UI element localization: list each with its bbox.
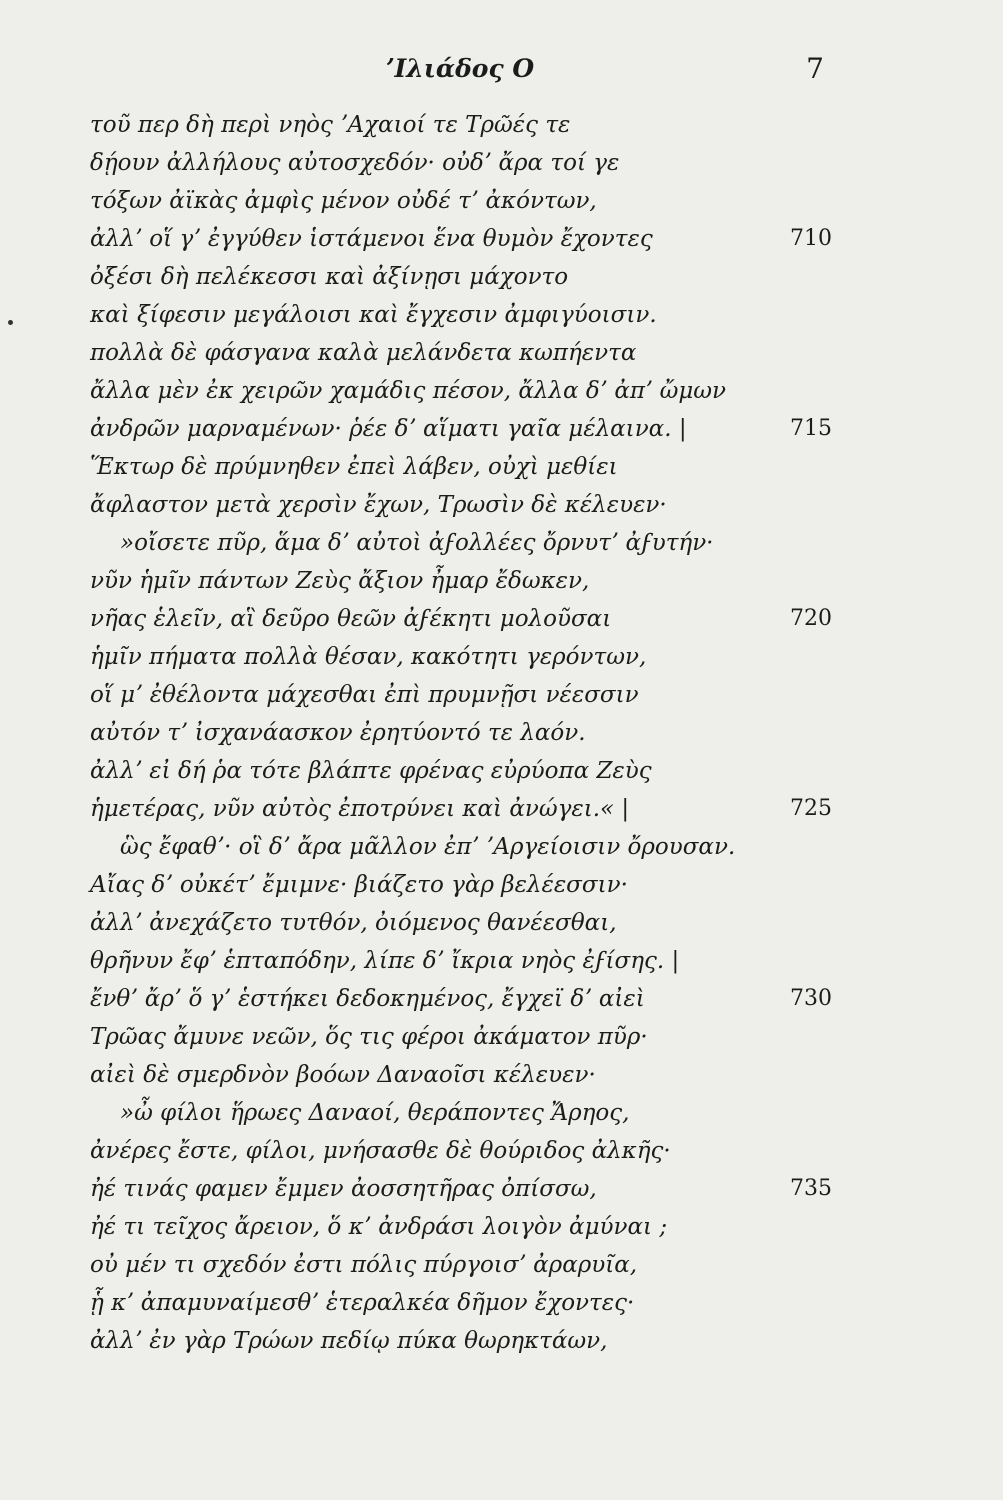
verse-line: Αἴας δʼ οὐκέτʼ ἔμιμνε· βιάζετο γὰρ βελέεσσιν· — [90, 872, 628, 898]
verse-line: ἠέ τι τεῖχος ἄρειον, ὅ κʼ ἀνδράσι λοιγὸν ἀμύναι ; — [90, 1214, 668, 1240]
verse-line: ἀλλʼ εἰ δή ῥα τότε βλάπτε φρένας εὐρύοπα Ζεὺς — [90, 758, 652, 784]
verse-line: ἡμῖν πήματα πολλὰ θέσαν, κακότητι γερόντων, — [90, 644, 647, 670]
verse-line: ἀνδρῶν μαρναμένων· ῥέε δʼ αἵματι γαῖα μέλαινα. | — [90, 416, 687, 442]
line-number: 735 — [790, 1176, 832, 1201]
verse-line: οἵ μʼ ἐθέλοντα μάχεσθαι ἐπὶ πρυμνῇσι νέεσσιν — [90, 682, 639, 708]
page-number: 7 — [806, 52, 824, 85]
verse-line: ἀνέρες ἔστε, φίλοι, μνήσασθε δὲ θούριδος ἀλκῆς· — [90, 1138, 671, 1164]
line-number: 720 — [790, 606, 832, 631]
verse-line: »οἴσετε πῦρ, ἅμα δʼ αὐτοὶ ἀϝολλέες ὄρνυτʼ ἀϝυτήν· — [120, 530, 714, 556]
verse-line: ἡμετέρας, νῦν αὐτὸς ἐποτρύνει καὶ ἀνώγει.« | — [90, 796, 630, 822]
margin-mark — [8, 320, 13, 325]
line-number: 715 — [790, 416, 832, 441]
verse-line: καὶ ξίφεσιν μεγάλοισι καὶ ἔγχεσιν ἀμφιγύοισιν. — [90, 302, 657, 328]
verse-line: ὣς ἔφαθʼ· οἳ δʼ ἄρα μᾶλλον ἐπʼ ʼΑργείοισιν ὄρουσαν. — [120, 834, 736, 860]
verse-line: ὀξέσι δὴ πελέκεσσι καὶ ἀξίνῃσι μάχοντο — [90, 264, 569, 290]
verse-line: θρῆνυν ἔφʼ ἑπταπόδην, λίπε δʼ ἴκρια νηὸς ἐϝίσης. | — [90, 948, 680, 974]
verse-line: αὐτόν τʼ ἰσχανάασκον ἐρητύοντό τε λαόν. — [90, 720, 586, 746]
verse-line: ἀλλʼ ἀνεχάζετο τυτθόν, ὀιόμενος θανέεσθαι, — [90, 910, 617, 936]
verse-line: τοῦ περ δὴ περὶ νηὸς ʼΑχαιοί τε Τρῶές τε — [90, 112, 571, 138]
verse-line: ἄφλαστον μετὰ χερσὶν ἔχων, Τρωσὶν δὲ κέλευεν· — [90, 492, 667, 518]
line-number: 710 — [790, 226, 832, 251]
verse-line: ἠέ τινάς φαμεν ἔμμεν ἀοσσητῆρας ὀπίσσω, — [90, 1176, 597, 1202]
verse-line: ᾗ κʼ ἀπαμυναίμεσθʼ ἑτεραλκέα δῆμον ἔχοντες· — [90, 1290, 635, 1316]
verse-line: τόξων ἀϊκὰς ἀμφὶς μένον οὐδέ τʼ ἀκόντων, — [90, 188, 597, 214]
verse-line: οὐ μέν τι σχεδόν ἐστι πόλις πύργοισʼ ἀραρυῖα, — [90, 1252, 638, 1278]
verse-line: πολλὰ δὲ φάσγανα καλὰ μελάνδετα κωπήεντα — [90, 340, 637, 366]
verse-line: νῦν ἡμῖν πάντων Ζεὺς ἄξιον ἦμαρ ἔδωκεν, — [90, 568, 590, 594]
line-number: 730 — [790, 986, 832, 1011]
verse-line: νῆας ἑλεῖν, αἳ δεῦρο θεῶν ἀϝέκητι μολοῦσαι — [90, 606, 612, 632]
verse-line: ἀλλʼ οἵ γʼ ἐγγύθεν ἱστάμενοι ἕνα θυμὸν ἔχοντες — [90, 226, 653, 252]
running-title: ʼΙλιάδος Ο — [385, 54, 535, 83]
line-number: 725 — [790, 796, 832, 821]
verse-line: Ἕκτωρ δὲ πρύμνηθεν ἐπεὶ λάβεν, οὐχὶ μεθίει — [90, 454, 618, 480]
verse-line: αἰεὶ δὲ σμερδνὸν βοόων Δαναοῖσι κέλευεν· — [90, 1062, 596, 1088]
verse-line: Τρῶας ἄμυνε νεῶν, ὅς τις φέροι ἀκάματον πῦρ· — [90, 1024, 648, 1050]
verse-line: ἄλλα μὲν ἐκ χειρῶν χαμάδις πέσον, ἄλλα δʼ ἀπʼ ὤμων — [90, 378, 727, 404]
verse-line: ἀλλʼ ἐν γὰρ Τρώων πεδίῳ πύκα θωρηκτάων, — [90, 1328, 608, 1354]
verse-line: »ὦ φίλοι ἥρωες Δαναοί, θεράποντες Ἄρηος, — [120, 1100, 630, 1126]
verse-line: δῄουν ἀλλήλους αὐτοσχεδόν· οὐδʼ ἄρα τοί γε — [90, 150, 620, 176]
verse-line: ἔνθʼ ἄρʼ ὅ γʼ ἑστήκει δεδοκημένος, ἔγχεϊ δʼ αἰεὶ — [90, 986, 645, 1012]
